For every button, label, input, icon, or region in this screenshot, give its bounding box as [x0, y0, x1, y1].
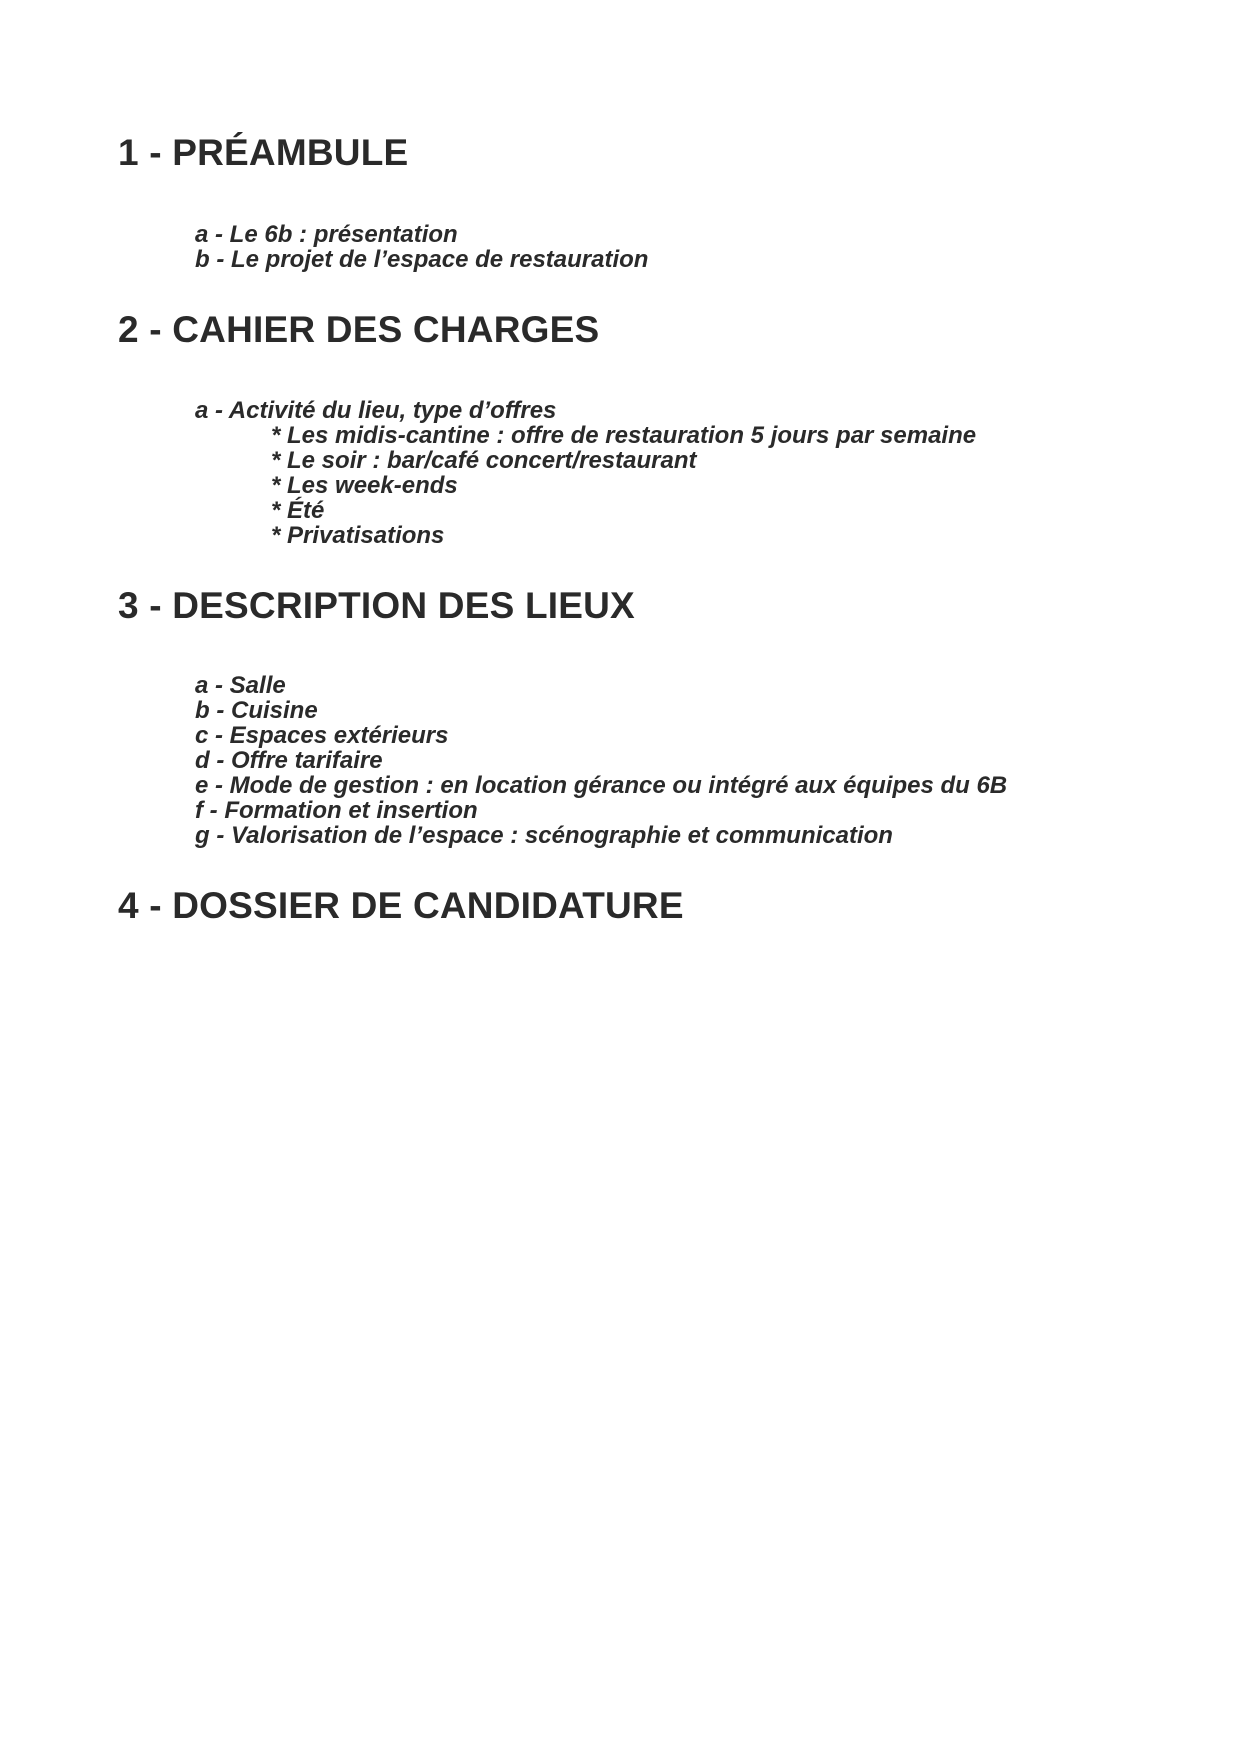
section-list-preambule [195, 222, 648, 272]
section-list-cahier-des-charges [195, 398, 976, 548]
section-title-cahier-des-charges: 2 - CAHIER DES CHARGES [118, 309, 600, 350]
list-item: a - Activité du lieu, type d’offres [195, 397, 557, 424]
nested-list-item: * Été [271, 497, 325, 524]
section-title-preambule: 1 - PRÉAMBULE [118, 132, 409, 173]
section-list-description-des-lieux [195, 673, 1007, 848]
nested-list-item: * Le soir : bar/café concert/restaurant [271, 447, 697, 474]
list-item: f - Formation et insertion [195, 797, 478, 824]
list-item: c - Espaces extérieurs [195, 722, 449, 749]
nested-list-item: * Les week-ends [271, 472, 458, 499]
list-item: a - Le 6b : présentation [195, 221, 458, 248]
list-item: d - Offre tarifaire [195, 747, 383, 774]
section-title-description-des-lieux: 3 - DESCRIPTION DES LIEUX [118, 585, 635, 626]
list-item: a - Salle [195, 672, 286, 699]
nested-list-item: * Privatisations [271, 522, 445, 549]
list-item: b - Le projet de l’espace de restauration [195, 246, 649, 273]
section-title-dossier-de-candidature: 4 - DOSSIER DE CANDIDATURE [118, 885, 684, 926]
list-item: e - Mode de gestion : en location gérance ou intégré aux équipes du 6B [195, 772, 1008, 799]
list-item: g - Valorisation de l’espace : scénographie et communication [195, 822, 893, 849]
nested-list-item: * Les midis-cantine : offre de restauration 5 jours par semaine [271, 422, 977, 449]
list-item: b - Cuisine [195, 697, 318, 724]
